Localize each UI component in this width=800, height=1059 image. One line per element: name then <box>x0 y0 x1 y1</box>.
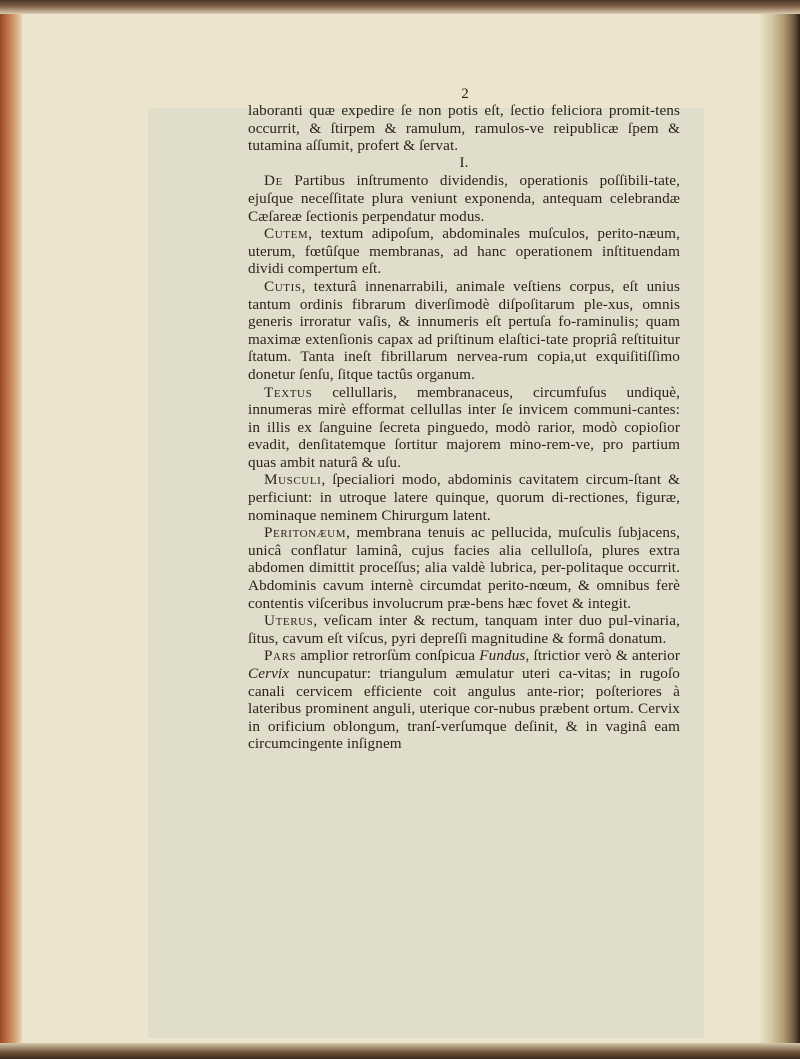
paragraph-lead: Musculi <box>264 471 322 489</box>
paragraph-text: amplior retrorſùm conſpicua <box>296 647 480 665</box>
paragraph-lead: Uterus <box>264 612 314 630</box>
paragraph-lead: Textus <box>264 383 313 401</box>
paragraph-lead: Cutem <box>264 225 309 243</box>
paragraph-text: nuncupatur: triangulum æmulatur uteri ca-vitas; in rugoſo canali cervicem efficiente coit angulus ante-rior; poſteriores à lateribus prominent anguli, uterique cor-nubus præbent ortum. Cervix in orificium oblongum, tranſ-verſumque deſinit, & in vaginâ eam circumcingente inſignem <box>248 665 680 753</box>
paragraph-lead: Cutis <box>264 277 302 295</box>
paragraph-musculi <box>248 471 680 524</box>
intro-paragraph: laboranti quæ expedire ſe non potis eſt, ſectio feliciora promit-tens occurrit, & ſtirpem & ramulum, ramulos-ve reipublicæ ſpem & tutamina aſſumit, profert & ſervat. <box>248 102 680 155</box>
paragraph-pars <box>248 647 680 753</box>
paragraph-text: , ſtrictior verò & anterior <box>525 647 680 665</box>
paragraph-lead: Pars <box>264 647 297 665</box>
top-page-edge <box>0 0 800 14</box>
section-numeral: I. <box>459 154 469 171</box>
paragraph-text: , textum adipoſum, abdominales muſculos, perito-næum, uterum, fœtûſque membranas, ad hanc operationem inſtituendam dividi compertum eſt. <box>248 225 680 278</box>
paragraph-partibus <box>248 172 680 225</box>
paragraph-lead: Peritonæum <box>264 524 347 542</box>
paragraph-cutis <box>248 278 680 384</box>
page-number: 2 <box>461 86 469 102</box>
term-fundus: Fundus <box>479 647 526 665</box>
paragraph-uterus <box>248 612 680 647</box>
paragraph-peritonaeum <box>248 524 680 612</box>
paragraph-cutem <box>248 225 680 278</box>
bottom-page-edge <box>0 1043 800 1059</box>
paragraph-text: Partibus inſtrumento dividendis, operationis poſſibili-tate, ejuſque neceſſitate plura veniunt exponenda, antequam celebrandæ Cæſareæ ſectionis perpendatur modus. <box>248 172 680 225</box>
paragraph-text: , veſicam inter & rectum, tanquam inter duo pul-vinaria, ſitus, cavum eſt viſcus, pyri depreſſi magnitudine & formâ donatum. <box>248 612 680 647</box>
right-page-edge <box>760 0 800 1059</box>
paragraph-text: cellullaris, membranaceus, circumfuſus undiquè, innumeras mirè efformat cellullas inter ſe invicem communi-cantes: in illis ex ſanguine ſecreta pinguedo, modò rarior, modò copioſior evadit, denſitatemque ſortitur majorem mino-rem-ve, pro partium quas ambit naturâ & uſu. <box>248 383 680 471</box>
left-binding-edge <box>0 0 22 1059</box>
paragraph-textus <box>248 384 680 472</box>
term-cervix: Cervix <box>248 665 290 682</box>
paragraph-text: , membrana tenuis ac pellucida, muſculis ſubjacens, unicâ conflatur laminâ, cujus facies alia cellulloſa, plures extra abdomen dimittit proceſſus; alia valdè lubrica, per-politaque occurrit. Abdominis cavum internè circumdat perito-nœum, & omnibus ferè contentis viſceribus involucrum præ-bens hæc fovet & integit. <box>248 524 680 612</box>
paragraph-text: , ſpecialiori modo, abdominis cavitatem circum-ſtant & perficiunt: in utroque latere quinque, quorum di-rectiones, figuræ, nominaque neminem Chirurgum latent. <box>248 471 680 524</box>
paragraph-text: , texturâ innenarrabili, animale veſtiens corpus, eſt unius tantum ordinis fibrarum diverſimodè diſpoſitarum ple-xus, omnis generis irroratur vaſis, & innumeris eſt pertuſa fo-raminulis; quam maximæ extenſionis capax ad priſtinum elaſtici-tate propriâ reſtituitur ſtatum. Tanta ineſt fibrillarum nervea-rum copia,ut exquiſitiſſimo donetur ſenſu, ſitque tactûs organum. <box>248 277 680 383</box>
body-text <box>248 102 680 753</box>
paragraph-lead: De <box>264 172 283 190</box>
